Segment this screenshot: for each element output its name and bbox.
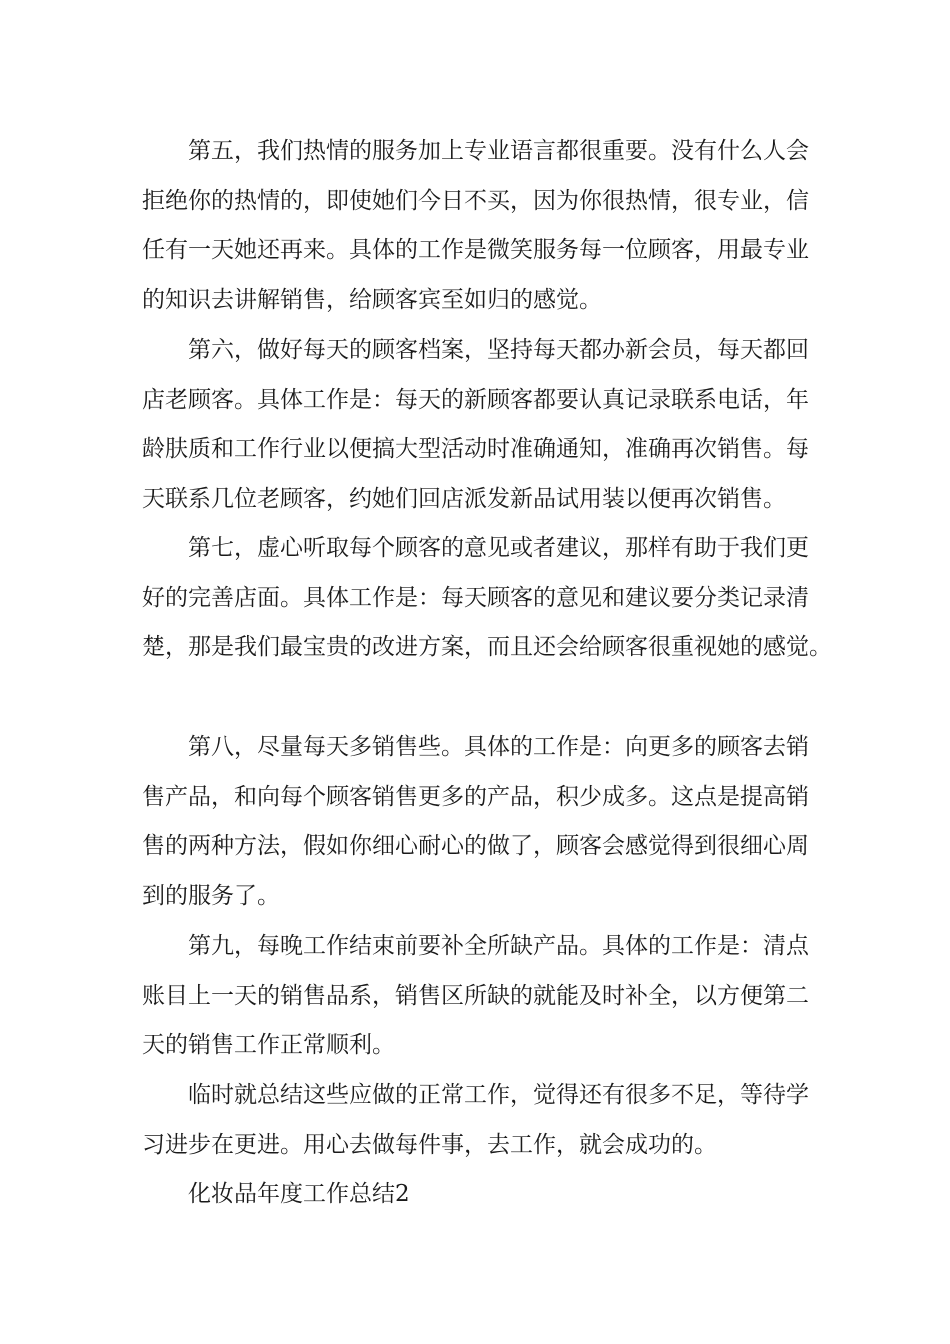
text-line: 拒绝你的热情的，即使她们今日不买，因为你很热情，很专业，信: [142, 187, 809, 214]
text-line: 售产品，和向每个顾客销售更多的产品，积少成多。这点是提高销: [142, 783, 809, 810]
paragraph-sixth: [142, 326, 832, 524]
section-heading: [142, 1170, 832, 1220]
paragraph-eighth: [142, 723, 832, 921]
text-line: 第七，虚心听取每个顾客的意见或者建议，那样有助于我们更: [188, 535, 809, 561]
text-line: 第八，尽量每天多销售些。具体的工作是：向更多的顾客去销: [188, 734, 809, 760]
text-line: 第五，我们热情的服务加上专业语言都很重要。没有什么人会: [188, 138, 809, 164]
text-line: 天联系几位老顾客，约她们回店派发新品试用装以便再次销售。: [142, 485, 786, 512]
text-line: 账目上一天的销售品系，销售区所缺的就能及时补全，以方便第二: [142, 982, 809, 1009]
section-title: 化妆品年度工作总结2: [188, 1181, 410, 1207]
text-line: 第六，做好每天的顾客档案，坚持每天都办新会员，每天都回: [188, 337, 809, 363]
text-line: 习进步在更进。用心去做每件事，去工作，就会成功的。: [142, 1131, 717, 1158]
text-line: 龄肤质和工作行业以便搞大型活动时准确通知，准确再次销售。每: [142, 436, 809, 462]
text-line: 店老顾客。具体工作是：每天的新顾客都要认真记录联系电话，年: [142, 386, 809, 413]
paragraph-ninth: [142, 922, 832, 1071]
text-line: 第九，每晚工作结束前要补全所缺产品。具体的工作是：清点: [188, 933, 809, 959]
paragraph-seventh: [142, 524, 832, 673]
text-line: 天的销售工作正常顺利。: [142, 1032, 395, 1058]
text-line: 任有一天她还再来。具体的工作是微笑服务每一位顾客，用最专业: [142, 237, 809, 263]
text-line: 好的完善店面。具体工作是：每天顾客的意见和建议要分类记录清: [142, 584, 809, 611]
paragraph-conclusion: [142, 1071, 832, 1170]
paragraph-fifth: [142, 127, 832, 325]
text-line: 楚，那是我们最宝贵的改进方案，而且还会给顾客很重视她的感觉。: [142, 634, 832, 660]
text-line: 的知识去讲解销售，给顾客宾至如归的感觉。: [142, 286, 602, 313]
text-line: 临时就总结这些应做的正常工作，觉得还有很多不足，等待学: [188, 1082, 809, 1108]
text-line: 到的服务了。: [142, 882, 280, 909]
text-line: 售的两种方法，假如你细心耐心的做了，顾客会感觉得到很细心周: [142, 833, 809, 859]
